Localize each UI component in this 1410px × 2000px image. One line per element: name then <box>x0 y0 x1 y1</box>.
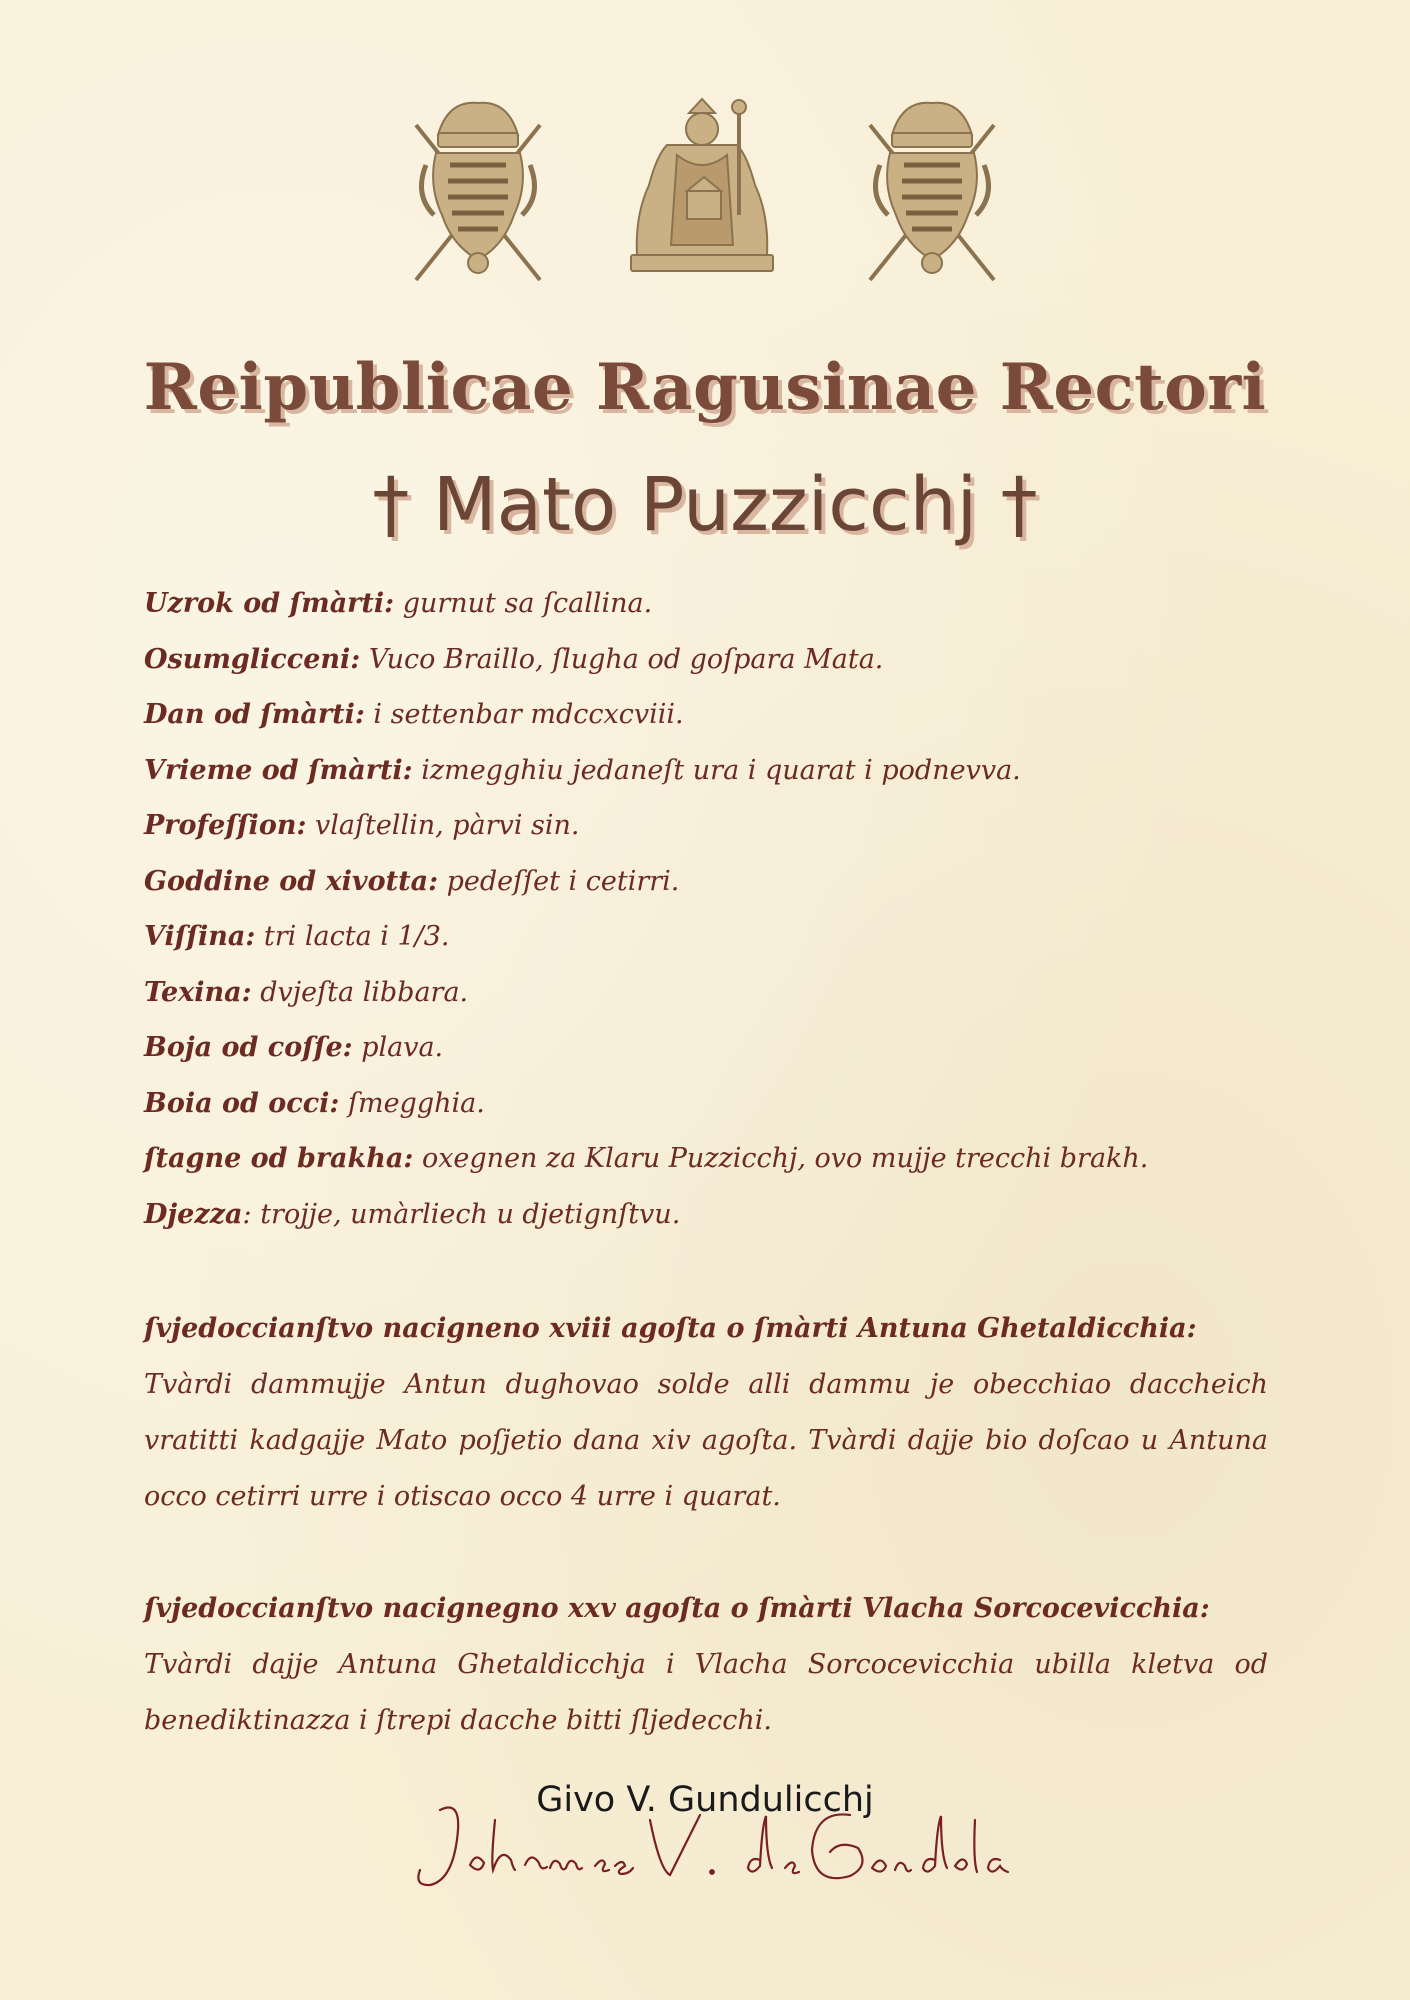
field-label: Vrieme od ſmàrti: <box>144 754 413 786</box>
field-time-of-death <box>144 749 1274 805</box>
field-label: Viſſina: <box>144 921 256 952</box>
field-value: gurnut sa ſcallina. <box>394 588 653 619</box>
saint-statue-emblem <box>627 95 777 275</box>
field-weight <box>144 971 1274 1027</box>
testimony-block <box>144 1581 1268 1749</box>
field-cause-of-death <box>144 582 1274 638</box>
field-value: vlaſtellin, pàrvi sin. <box>306 810 580 841</box>
field-eye-color <box>144 1082 1274 1138</box>
signer-name: Givo V. Gundulicchj <box>536 1780 874 1820</box>
field-suspect <box>144 638 1274 694</box>
field-value: dvjeſta libbara. <box>251 976 469 1008</box>
field-label: Boia od occi: <box>144 1087 340 1119</box>
field-label: Dan od ſmàrti: <box>144 699 365 730</box>
testimony-heading: ſvjedoccianſtvo nacignegno xxv agoſta o ſmàrti Vlacha Sorcocevicchia: <box>144 1593 1210 1624</box>
testimony-body: Tvàrdi dammujje Antun dughovao solde alli dammu je obecchiao daccheich vratitti kadgajje Mato poſjetio dana xiv agoſta. Tvàrdi dajje bio doſcao u Antuna occo cetirri urre i otiscao occo 4 urre i quarat. <box>144 1369 1268 1512</box>
field-value: izmegghiu jedaneſt ura i quarat i podnevva. <box>412 754 1021 786</box>
testimony-heading: ſvjedoccianſtvo nacigneno xviii agoſta o ſmàrti Antuna Ghetaldicchia: <box>144 1313 1197 1344</box>
testimony-body: Tvàrdi dajje Antuna Ghetaldicchja i Vlacha Sorcocevicchia ubilla kletva od benediktinazza i ſtrepi dacche bitti ſljedecchi. <box>144 1649 1268 1736</box>
field-label: Goddine od xivotta: <box>144 865 439 897</box>
field-value: : trojje, umàrliech u djetignſtvu. <box>242 1198 681 1230</box>
field-value: pedeſſet i cetirri. <box>438 865 680 897</box>
field-label: Djezza <box>144 1198 243 1230</box>
field-value: plava. <box>352 1032 444 1063</box>
field-label: Profeſſion: <box>144 810 307 841</box>
field-height <box>144 915 1274 971</box>
deceased-name: † Mato Puzzicchj † <box>372 462 1038 548</box>
field-label: ſtagne od brakha: <box>144 1143 414 1174</box>
handwritten-signature <box>400 1790 1020 1910</box>
field-value: tri lacta i 1/3. <box>255 921 450 952</box>
field-label: Texina: <box>144 976 252 1008</box>
field-age <box>144 860 1274 916</box>
field-value: Vuco Braillo, ſlugha od goſpara Mata. <box>360 643 884 675</box>
field-label: Boja od coſſe: <box>144 1032 353 1063</box>
document-title: Reipublicae Ragusinae Rectori <box>143 350 1267 425</box>
field-children <box>144 1193 1274 1249</box>
field-date-of-death <box>144 693 1274 749</box>
testimony-block <box>144 1301 1268 1525</box>
coat-of-arms-right <box>862 95 1002 285</box>
field-label: Osumglicceni: <box>144 643 361 675</box>
field-value: ſmegghia. <box>339 1087 485 1119</box>
field-value: i settenbar mdccxcviii. <box>364 699 684 730</box>
field-value: oxegnen za Klaru Puzzicchj, ovo mujje trecchi brakh. <box>413 1143 1149 1174</box>
field-hair-color <box>144 1026 1274 1082</box>
field-marital-status <box>144 1137 1274 1193</box>
emblem-row <box>0 95 1410 295</box>
record-fields <box>144 582 1274 1248</box>
field-profession <box>144 804 1274 860</box>
coat-of-arms-left <box>408 95 548 285</box>
field-label: Uzrok od ſmàrti: <box>144 588 395 619</box>
